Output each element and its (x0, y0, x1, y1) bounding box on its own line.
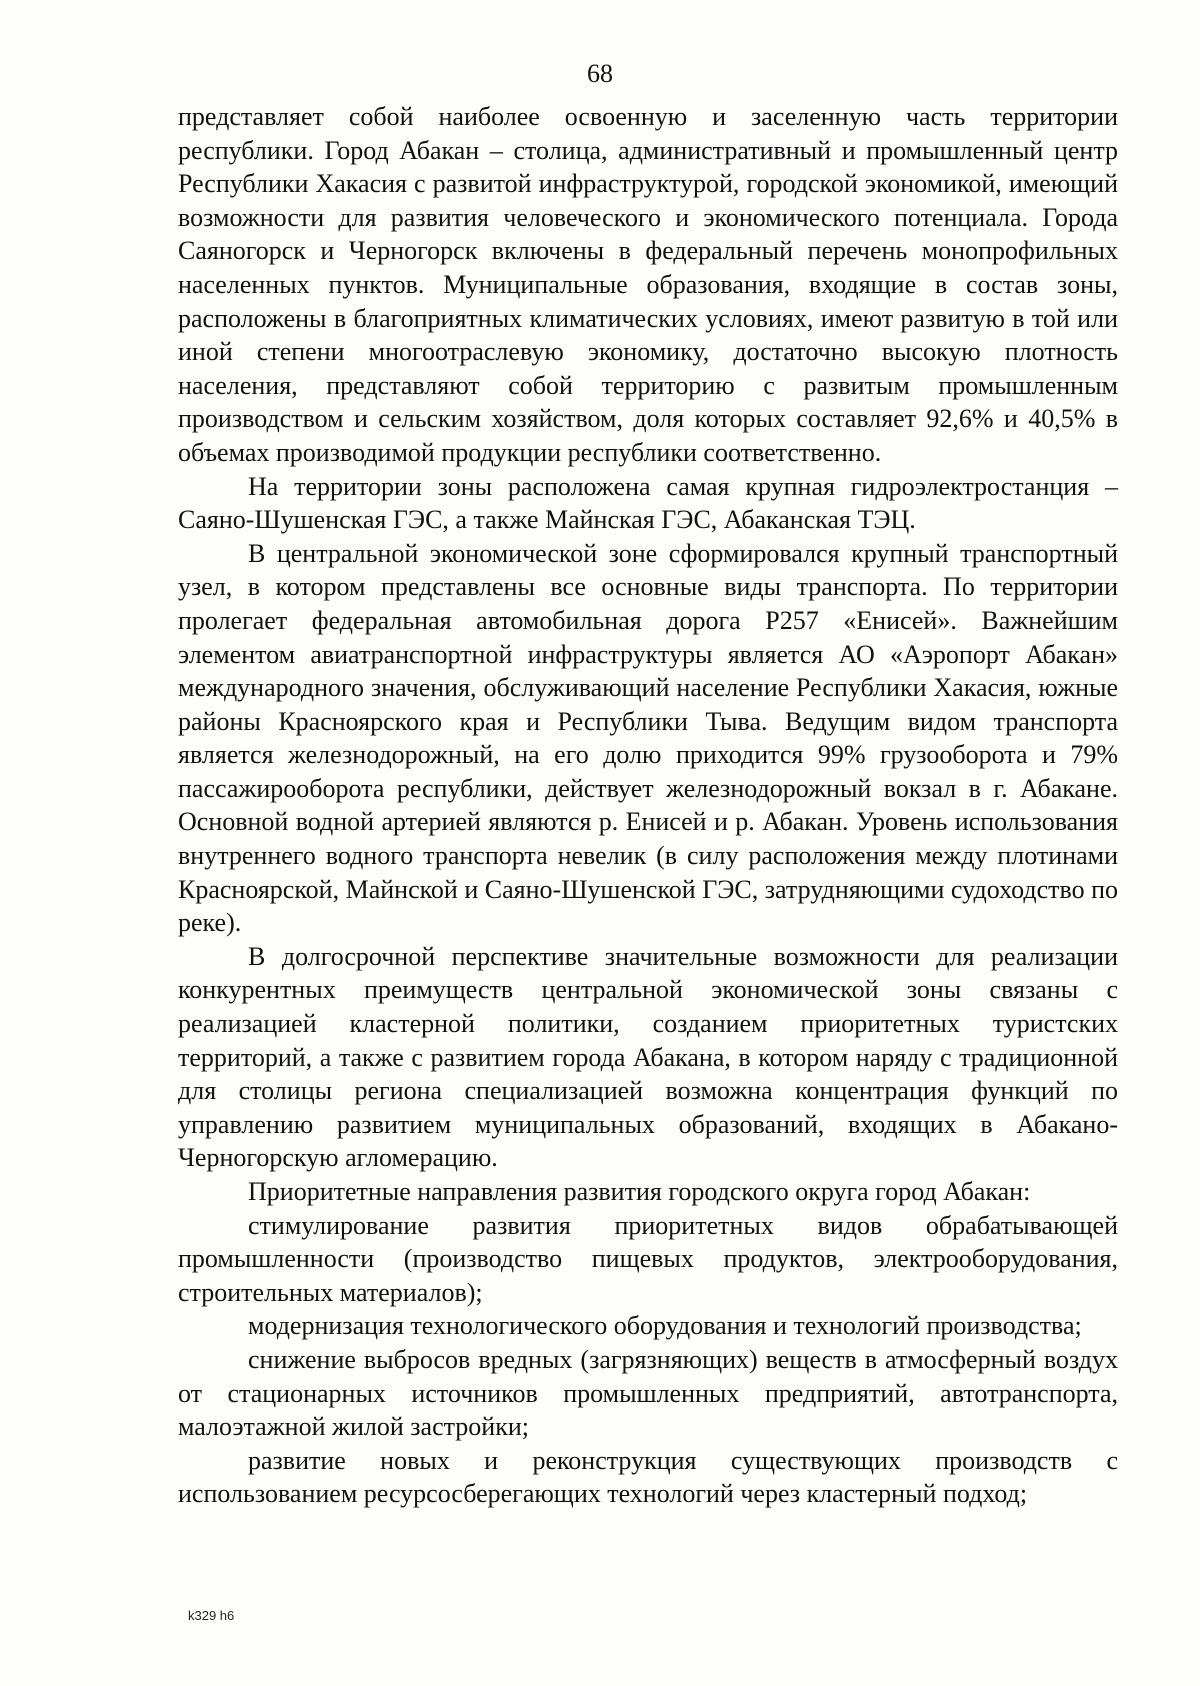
paragraph-transport-hub: В центральной экономической зоне сформировался крупный транспортный узел, в котором представлены все основные виды транспорта. По территории пролегает федеральная автомобильная дорога Р257 «Енисей». Важнейшим элементом авиатранспортной инфраструктуры является АО «Аэропорт Абакан» международного значения, обслуживающий население Республики Хакасия, южные районы Красноярского края и Республики Тыва. Ведущим видом транспорта является железнодорожный, на его долю приходится 99% грузооборота и 79% пассажирооборота республики, действует железнодорожный вокзал в г. Абакане. Основной водной артерией являются р. Енисей и р. Абакан. Уровень использования внутреннего водного транспорта невелик (в силу расположения между плотинами Красноярской, Майнской и Саяно-Шушенской ГЭС, затрудняющими судоходство по реке). (178, 538, 1118, 938)
footer-document-code: k329 h6 (188, 1608, 235, 1623)
paragraph-long-term-perspective: В долгосрочной перспективе значительные возможности для реализации конкурентных преимуществ центральной экономической зоны связаны с реализацией кластерной политики, созданием приоритетных туристских территорий, а также с развитием города Абакана, в котором наряду с традиционной для столицы региона специализацией возможна концентрация функций по управлению развитием муниципальных образований, входящих в Абакано-Черногорскую агломерацию. (178, 941, 1118, 1173)
page-number: 68 (587, 59, 613, 88)
list-item-resource-saving: развитие новых и реконструкция существующих производств с использованием ресурсосберегающих технологий через кластерный подход; (178, 1445, 1118, 1509)
paragraph-zone-description: представляет собой наиболее освоенную и заселенную часть территории республики. Город Абакан – столица, административный и промышленный центр Республики Хакасия с развитой инфраструктурой, городской экономикой, имеющий возможности для развития человеческого и экономического потенциала. Города Саяногорск и Черногорск включены в федеральный перечень монопрофильных населенных пунктов. Муниципальные образования, входящие в состав зоны, расположены в благоприятных климатических условиях, имеют развитую в той или иной степени многоотраслевую экономику, достаточно высокую плотность населения, представляют собой территорию с развитым промышленным производством и сельским хозяйством, доля которых составляет 92,6% и 40,5% в объемах производимой продукции республики соответственно. (178, 102, 1118, 467)
paragraph-priority-directions-heading: Приоритетные направления развития городского округа город Абакан: (248, 1177, 1031, 1206)
list-item-emissions: снижение выбросов вредных (загрязняющих) веществ в атмосферный воздух от стационарных источников промышленных предприятий, автотранспорта, малоэтажной жилой застройки; (178, 1344, 1118, 1442)
list-item-modernization: модернизация технологического оборудования и технологий производства; (248, 1311, 1082, 1341)
paragraph-hydro-plants: На территории зоны расположена самая крупная гидроэлектростанция – Саяно-Шушенская ГЭС, а также Майнская ГЭС, Абаканская ТЭЦ. (178, 471, 1118, 535)
list-item-manufacturing: стимулирование развития приоритетных видов обрабатывающей промышленности (производство пищевых продуктов, электрооборудования, строительных материалов); (178, 1210, 1118, 1307)
document-body (178, 100, 1118, 1511)
